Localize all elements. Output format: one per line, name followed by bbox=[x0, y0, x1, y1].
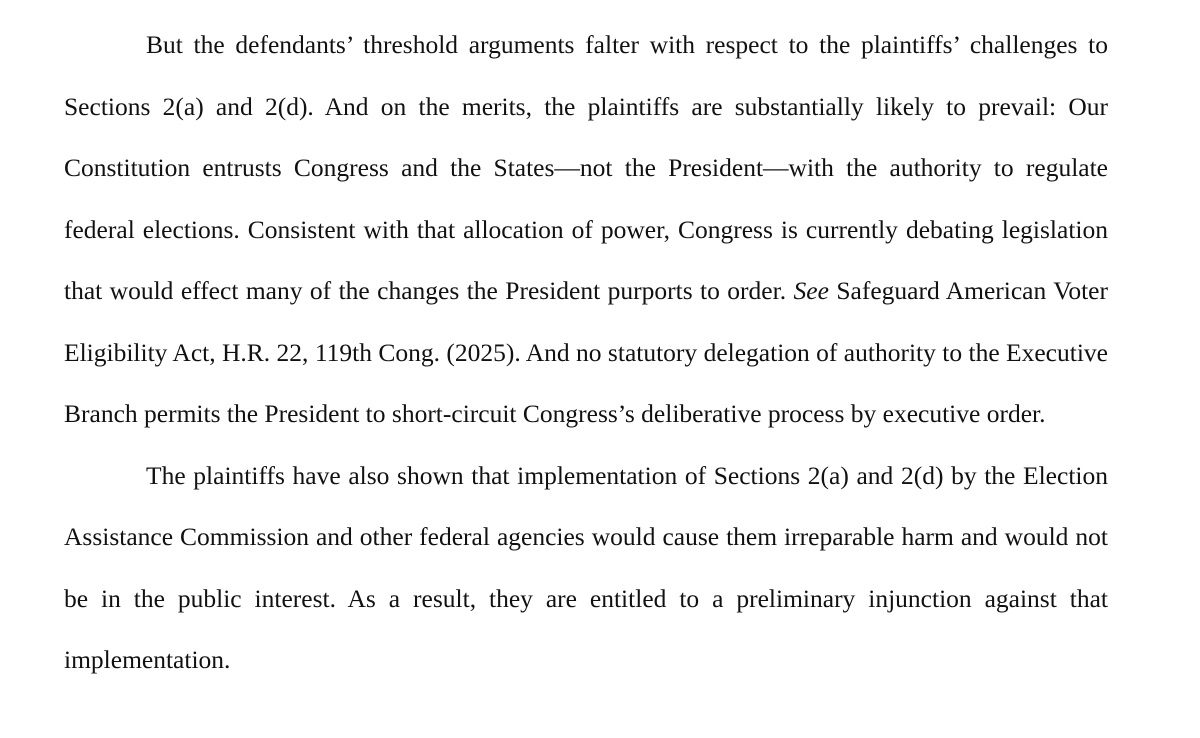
paragraph-1-text-b: Safeguard American Voter Eligibility Act, H.R. 22, 119th Cong. (2025). And no statutory delegation of authority to the Executive Branch permits the President to short-circuit Congress’s deliberative process by executive order. bbox=[64, 276, 1108, 428]
paragraph-2 bbox=[64, 445, 1108, 691]
paragraph-1 bbox=[64, 14, 1108, 445]
paragraph-1-text-a: But the defendants’ threshold arguments falter with respect to the plaintiffs’ challenges to Sections 2(a) and 2(d). And on the merits, the plaintiffs are substantially likely to prevail: Our Constitution entrusts Congress and the States—not the President—with the authority to regulate federal elections. Consistent with that allocation of power, Congress is currently debating legislation that would effect many of the changes the President purports to order. bbox=[64, 30, 1108, 305]
citation-signal-see: See bbox=[793, 276, 829, 305]
document-body bbox=[64, 14, 1108, 691]
paragraph-2-text: The plaintiffs have also shown that implementation of Sections 2(a) and 2(d) by the Election Assistance Commission and other federal agencies would cause them irreparable harm and would not be in the public interest. As a result, they are entitled to a preliminary injunction against that implementation. bbox=[64, 460, 1108, 674]
